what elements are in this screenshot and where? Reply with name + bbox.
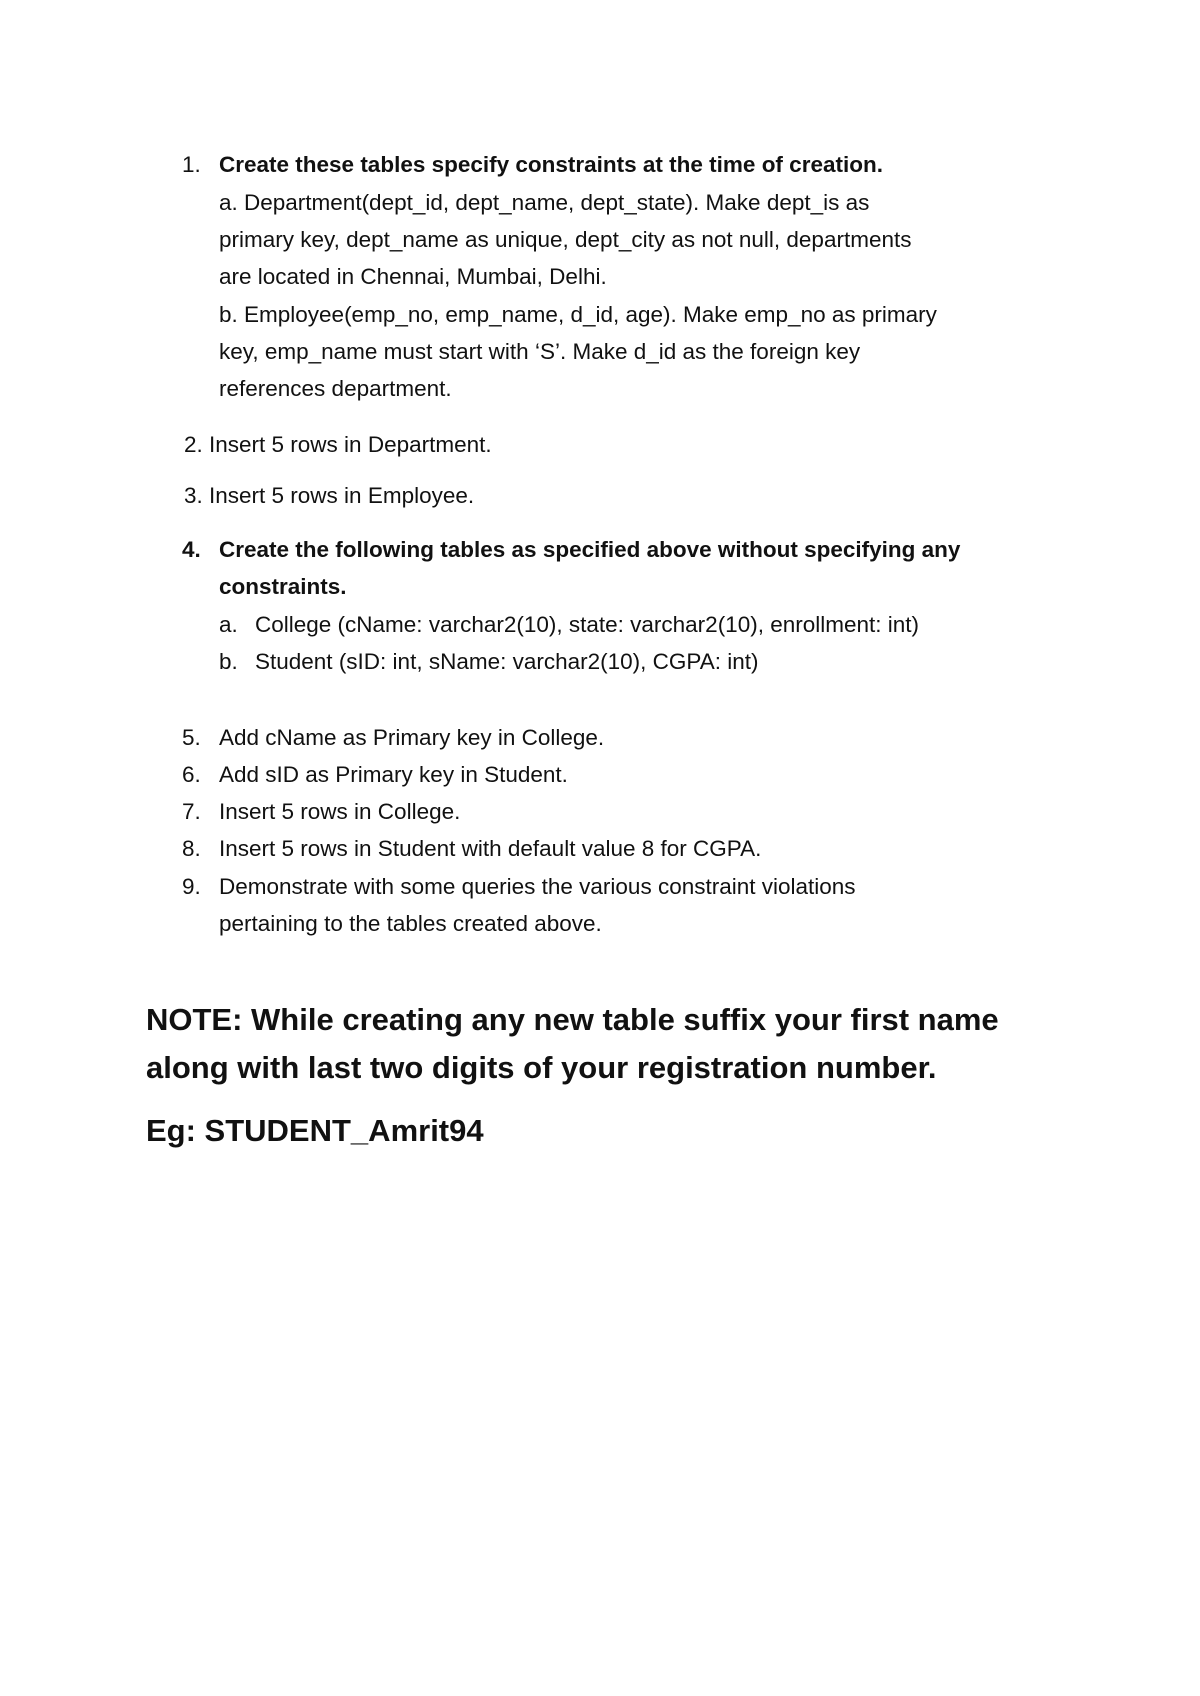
- item-1b-line-3: references department.: [219, 376, 452, 401]
- item-8-text: Insert 5 rows in Student with default value 8 for CGPA.: [219, 836, 762, 861]
- note-line-1: NOTE: While creating any new table suffix your first name: [146, 1002, 999, 1037]
- item-2: 2. Insert 5 rows in Department.: [184, 432, 492, 457]
- item-7-number: 7.: [182, 799, 201, 824]
- item-4a-text: College (cName: varchar2(10), state: varchar2(10), enrollment: int): [255, 612, 920, 637]
- item-5-text: Add cName as Primary key in College.: [219, 725, 605, 750]
- item-4-number: 4.: [182, 537, 201, 562]
- item-1a-line-2: primary key, dept_name as unique, dept_city as not null, departments: [219, 227, 912, 252]
- item-1b-line-2: key, emp_name must start with ‘S’. Make d_id as the foreign key: [219, 339, 861, 364]
- item-1a-line-3: are located in Chennai, Mumbai, Delhi.: [219, 264, 607, 289]
- item-9-line-1: Demonstrate with some queries the various constraint violations: [219, 874, 856, 899]
- item-8-number: 8.: [182, 836, 201, 861]
- note-line-2: along with last two digits of your registration number.: [146, 1050, 937, 1085]
- note-example: Eg: STUDENT_Amrit94: [146, 1113, 484, 1148]
- item-1-title: Create these tables specify constraints at the time of creation.: [219, 152, 883, 177]
- item-1-number: 1.: [182, 152, 201, 177]
- item-7-text: Insert 5 rows in College.: [219, 799, 461, 824]
- item-4b-label: b.: [219, 649, 238, 674]
- item-3: 3. Insert 5 rows in Employee.: [184, 483, 475, 508]
- item-5-number: 5.: [182, 725, 201, 750]
- item-4a-label: a.: [219, 612, 238, 637]
- item-4b-text: Student (sID: int, sName: varchar2(10), CGPA: int): [255, 649, 759, 674]
- item-1a-line-1: a. Department(dept_id, dept_name, dept_state). Make dept_is as: [219, 190, 870, 215]
- item-9-line-2: pertaining to the tables created above.: [219, 911, 602, 936]
- item-1b-line-1: b. Employee(emp_no, emp_name, d_id, age). Make emp_no as primary: [219, 302, 937, 327]
- item-6-text: Add sID as Primary key in Student.: [219, 762, 568, 787]
- item-4-title-line-2: constraints.: [219, 574, 347, 599]
- item-9-number: 9.: [182, 874, 201, 899]
- item-4-title-line-1: Create the following tables as specified above without specifying any: [219, 537, 961, 562]
- item-6-number: 6.: [182, 762, 201, 787]
